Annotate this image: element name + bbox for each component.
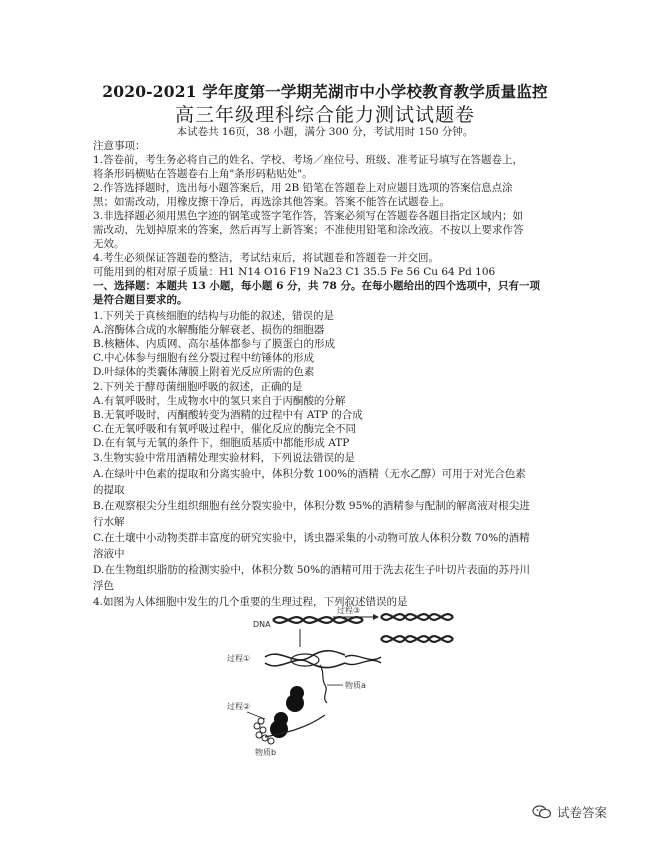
notes-line: 将条形码横贴在答题卷右上角"条形码粘贴处"。: [93, 168, 313, 180]
atomic-mass-line: 可能用到的相对原子质量：H1 N14 O16 F19 Na23 C1 35.5 Fe 56 Cu 64 Pd 106: [93, 266, 496, 278]
substance-a-label: 物质a: [345, 681, 366, 690]
question-option: 的提取: [93, 484, 125, 496]
notes-line: 4.考生必须保证答题卷的整洁，考试结束后，将试题卷和答题卷一并交回。: [93, 252, 440, 264]
question-option: D.在生物组织脂肪的检测实验中，体积分数 50%的酒精可用于洗去花生子叶切片表面的苏丹川: [93, 564, 531, 576]
exam-title-line1: 2020-2021 学年度第一学期芜湖市中小学校教育教学质量监控: [102, 82, 548, 101]
watermark-text: 试卷答案: [557, 805, 608, 820]
question-option: B.无氧呼吸时，丙酮酸转变为酒精的过程中有 ATP 的合成: [93, 409, 363, 421]
exam-title-line2: 高三年级理科综合能力测试试题卷: [174, 104, 475, 126]
notes-line: 3.非选择题必须用黑色字迹的钢笔或签字笔作答，答案必须写在答题卷各题目指定区域内；如: [93, 210, 524, 222]
section-heading: 一、选择题：本题共 13 小题，每小题 6 分，共 78 分。在每小题给出的四个选项中，只有一项: [93, 280, 540, 292]
question-option: B.在观察根尖分生组织细胞有丝分裂实验中，体积分数 95%的酒精参与配制的解离液对根尖进: [93, 500, 530, 512]
process1-label: 过程①: [227, 654, 251, 663]
ribosomes: [270, 686, 304, 738]
dna-label: DNA: [253, 620, 271, 629]
notes-line: 黑；如需改动，用橡皮擦干净后，再选涂其他答案。答案不能答在试题卷上。: [93, 196, 450, 208]
wechat-icon: [532, 805, 552, 819]
section-heading: 是符合题目要求的。: [93, 294, 188, 306]
question-option: B.核糖体、内质网、高尔基体都参与了膜蛋白的形成: [93, 338, 336, 350]
transcription-bubble: [265, 651, 381, 668]
dna-double-helix: [273, 617, 363, 623]
question-stem: 1.下列关于真核细胞的结构与功能的叙述，错误的是: [93, 310, 335, 322]
question-option: D.叶绿体的类囊体薄膜上附着光反应所需的色素: [93, 366, 315, 378]
question-stem: 2.下列关于酵母菌细胞呼吸的叙述，正确的是: [93, 381, 303, 393]
process2-label: 过程②: [227, 702, 251, 711]
notes-line: 需改动，先划掉原来的答案，然后再写上新答案；不准使用铅笔和涂改液。不按以上要求作答: [93, 224, 524, 236]
notes-line: 1.答卷前，考生务必将自己的姓名、学校、考场／座位号、班级、准考证号填写在答题卷上，: [93, 154, 524, 166]
question-option: A.溶酶体合成的水解酶能分解衰老、损伤的细胞器: [93, 324, 325, 336]
question-option: D.在有氧与无氧的条件下，细胞质基质中都能形成 ATP: [93, 437, 350, 449]
question-stem: 3.生物实验中常用酒精处理实验材料，下列说法错误的是: [93, 452, 356, 464]
question-option: A.在绿叶中色素的提取和分离实验中，体积分数 100%的酒精（无水乙醇）可用于对光合色素: [93, 468, 526, 480]
process3-label: 过程③: [337, 606, 361, 615]
notes-heading: 注意事项：: [93, 140, 146, 152]
question-option: C.在无氧呼吸和有氧呼吸过程中，催化反应的酶完全不同: [93, 423, 356, 435]
gene-expression-diagram: [225, 605, 465, 763]
question-option: 行水解: [93, 516, 125, 528]
question-option: 浮色: [93, 580, 114, 592]
arrow-head-icon: [373, 614, 379, 620]
watermark: [532, 803, 607, 821]
process2-pointer: [247, 712, 265, 719]
question-option: C.在土壤中小动物类群丰富度的研究实验中，诱虫器采集的小动物可放人体积分数 70%的酒精: [93, 532, 530, 544]
daughter-dna-helices: [381, 614, 453, 642]
mrna-strand: [320, 665, 327, 703]
exam-subtitle: 本试卷共 16页，38 小题，满分 300 分，考试用时 150 分钟。: [176, 126, 474, 138]
question-stem: 4.如图为人体细胞中发生的几个重要的生理过程，下列叙述错误的是: [93, 596, 408, 608]
notes-line: 无效。: [93, 238, 125, 250]
question-option: C.中心体参与细胞有丝分裂过程中纺锤体的形成: [93, 352, 314, 364]
substance-b-label: 物质b: [255, 748, 277, 757]
question-option: A.有氧呼吸时，生成物水中的氢只来自于丙酮酸的分解: [93, 395, 346, 407]
notes-line: 2.作答选择题时，选出每小题答案后，用 2B 铅笔在答题卷上对应题目选项的答案信息点涂: [93, 182, 513, 194]
question-option: 溶液中: [93, 548, 125, 560]
